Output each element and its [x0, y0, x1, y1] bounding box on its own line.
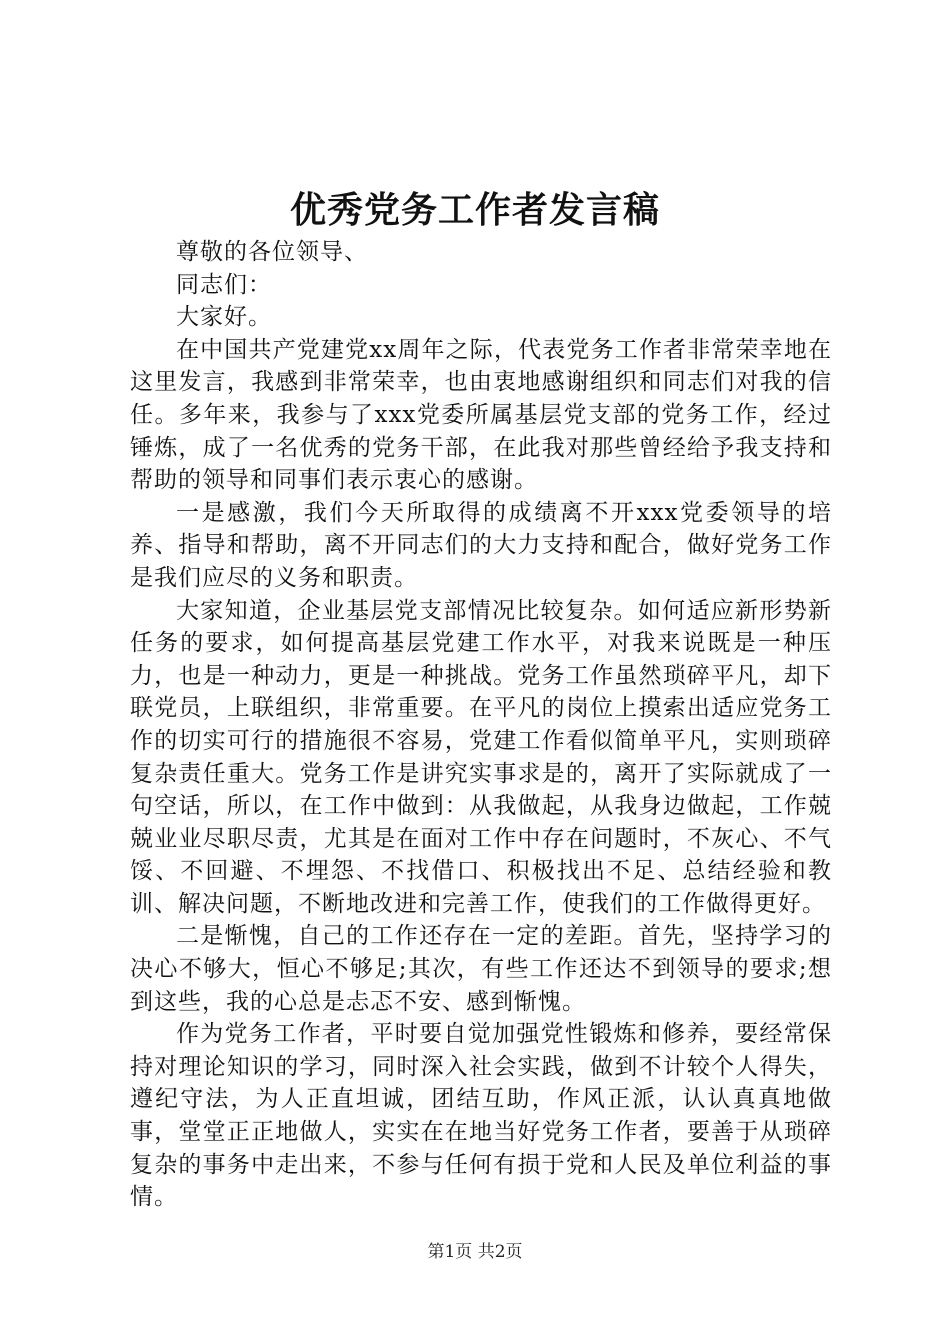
body-paragraph: 在中国共产党建党xx周年之际，代表党务工作者非常荣幸地在这里发言，我感到非常荣幸，也由衷地感谢组织和同志们对我的信任。多年来，我参与了xxx党委所属基层党支部的党务工作，经过锤炼，成了一名优秀的党务干部，在此我对那些曾经给予我支持和帮助的领导和同事们表示衷心的感谢。 — [130, 336, 832, 494]
document-body — [130, 236, 832, 1214]
body-paragraph: 一是感激，我们今天所取得的成绩离不开xxx党委领导的培养、指导和帮助，离不开同志们的大力支持和配合，做好党务工作是我们应尽的义务和职责。 — [130, 499, 832, 591]
salutation-line-2: 同志们： — [176, 271, 272, 298]
page-number-footer: 第1页 共2页 — [427, 1242, 523, 1262]
body-paragraph: 二是惭愧，自己的工作还存在一定的差距。首先，坚持学习的决心不够大，恒心不够足;其次，有些工作还达不到领导的要求;想到这些，我的心总是忐忑不安、感到惭愧。 — [130, 923, 832, 1015]
salutation-line-1: 尊敬的各位领导、 — [176, 239, 368, 265]
document-title: 优秀党务工作者发言稿 — [289, 189, 660, 231]
greeting-line: 大家好。 — [176, 304, 272, 331]
body-paragraph: 作为党务工作者，平时要自觉加强党性锻炼和修养，要经常保持对理论知识的学习，同时深入社会实践，做到不计较个人得失，遵纪守法，为人正直坦诚，团结互助，作风正派，认认真真地做事，堂堂正正地做人，实实在在地当好党务工作者，要善于从琐碎复杂的事务中走出来，不参与任何有损于党和人民及单位利益的事情。 — [130, 1021, 832, 1211]
body-paragraph: 大家知道，企业基层党支部情况比较复杂。如何适应新形势新任务的要求，如何提高基层党建工作水平，对我来说既是一种压力，也是一种动力，更是一种挑战。党务工作虽然琐碎平凡，却下联党员，上联组织，非常重要。在平凡的岗位上摸索出适应党务工作的切实可行的措施很不容易，党建工作看似简单平凡，实则琐碎复杂责任重大。党务工作是讲究实事求是的，离开了实际就成了一句空话，所以，在工作中做到：从我做起，从我身边做起，工作兢兢业业尽职尽责，尤其是在面对工作中存在问题时，不灰心、不气馁、不回避、不埋怨、不找借口、积极找出不足、总结经验和教训、解决问题，不断地改进和完善工作，使我们的工作做得更好。 — [130, 597, 832, 917]
